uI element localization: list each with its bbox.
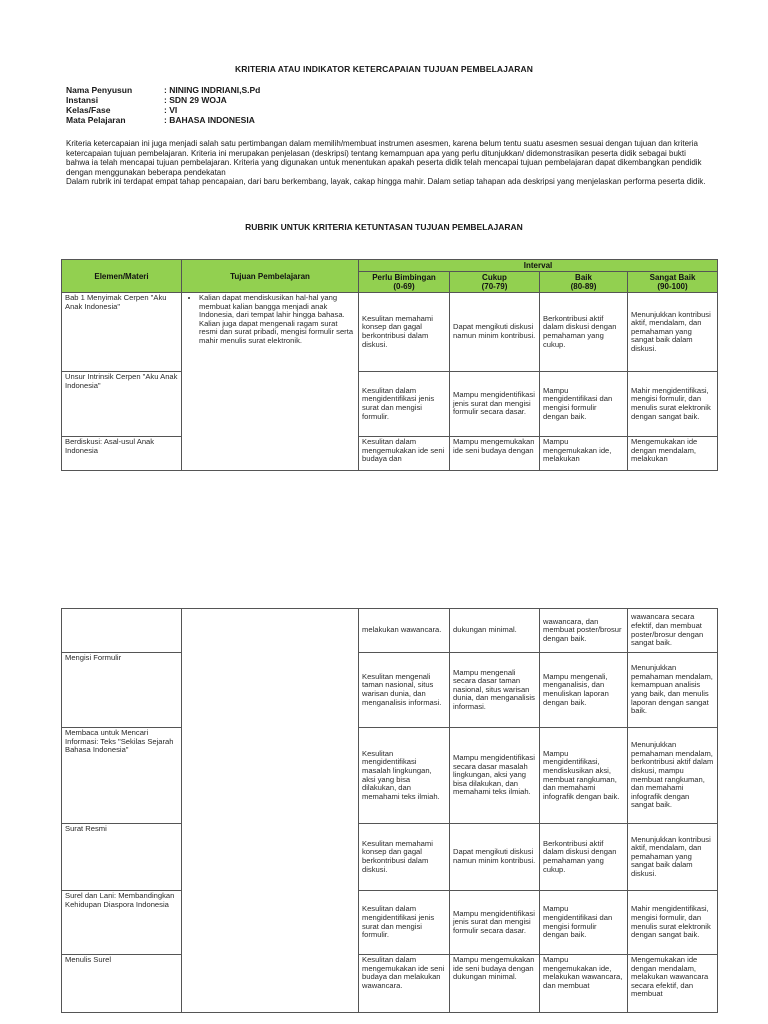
element-cell: Bab 1 Menyimak Cerpen "Aku Anak Indonesia" — [62, 293, 182, 372]
level-cell: Mampu mengemukakan ide seni budaya dengan dukungan minimal. — [450, 955, 540, 1013]
level-cell: Mampu mengidentifikasi, mendiskusikan aksi, membuat rangkuman, dan memahami infografik dengan baik. — [540, 728, 628, 824]
table-row — [62, 955, 718, 1013]
level-cell: Mengemukakan ide dengan mendalam, melakukan — [628, 437, 718, 471]
meta-row — [66, 105, 260, 115]
rubric-table-continued — [61, 608, 718, 1013]
level-cell: Mampu mengenali secara dasar taman nasional, situs warisan dunia, dan menganalisis informasi. — [450, 653, 540, 728]
level-cell: Dapat mengikuti diskusi namun minim kontribusi. — [450, 293, 540, 372]
level-cell: Kesulitan mengidentifikasi masalah lingkungan, aksi yang bisa dilakukan, dan memahami teks ilmiah. — [359, 728, 450, 824]
header-level: Baik (80-89) — [540, 272, 628, 293]
document-page-1 — [0, 0, 768, 500]
level-cell: dukungan minimal. — [450, 609, 540, 653]
level-cell: Menunjukkan kontribusi aktif, mendalam, dan pemahaman yang sangat baik dalam diskusi. — [628, 293, 718, 372]
table-row — [62, 437, 718, 471]
level-cell: Berkontribusi aktif dalam diskusi dengan pemahaman yang cukup. — [540, 293, 628, 372]
table-row — [62, 728, 718, 824]
level-cell: Kesulitan dalam mengidentifikasi jenis surat dan mengisi formulir. — [359, 891, 450, 955]
level-cell: Mengemukakan ide dengan mendalam, melakukan wawancara secara efektif, dan membuat — [628, 955, 718, 1013]
header-interval: Interval — [359, 260, 718, 272]
level-cell: Kesulitan memahami konsep dan gagal berkontribusi dalam diskusi. — [359, 824, 450, 891]
level-cell: wawancara, dan membuat poster/brosur dengan baik. — [540, 609, 628, 653]
level-cell: Mampu mengenali, menganalisis, dan menuliskan laporan dengan baik. — [540, 653, 628, 728]
header-goal: Tujuan Pembelajaran — [182, 260, 359, 293]
meta-value: : SDN 29 WOJA — [164, 95, 227, 105]
level-cell: Mahir mengidentifikasi, mengisi formulir, dan menulis surat elektronik dengan sangat baik. — [628, 372, 718, 437]
level-cell: Kesulitan memahami konsep dan gagal berkontribusi dalam diskusi. — [359, 293, 450, 372]
element-cell: Menulis Surel — [62, 955, 182, 1013]
level-cell: wawancara secara efektif, dan membuat poster/brosur dengan sangat baik. — [628, 609, 718, 653]
level-cell: Dapat mengikuti diskusi namun minim kontribusi. — [450, 824, 540, 891]
goal-cell — [182, 609, 359, 1013]
intro-text — [66, 139, 711, 187]
level-cell: Mampu mengidentifikasi dan mengisi formulir dengan baik. — [540, 372, 628, 437]
goal-item: • Kalian dapat mendiskusikan hal-hal yang membuat kalian bangga menjadi anak Indonesia, dari tempat lahir hingga bahasa. Kalian juga dapat mengenali ragam surat resmi dan surat pribadi, mengisi formulir serta mahir menulis surat elektronik. — [199, 294, 355, 346]
table-row — [62, 891, 718, 955]
level-cell: Mampu mengemukakan ide, melakukan wawancara, dan membuat — [540, 955, 628, 1013]
header-element: Elemen/Materi — [62, 260, 182, 293]
level-cell: Menunjukkan kontribusi aktif, mendalam, dan pemahaman yang sangat baik dalam diskusi. — [628, 824, 718, 891]
meta-label: Nama Penyusun — [66, 85, 133, 95]
meta-label: Mata Pelajaran — [66, 115, 126, 125]
table-row — [62, 653, 718, 728]
level-cell: Mampu mengidentifikasi jenis surat dan mengisi formulir secara dasar. — [450, 891, 540, 955]
element-cell: Surat Resmi — [62, 824, 182, 891]
element-cell: Berdiskusi: Asal-usul Anak Indonesia — [62, 437, 182, 471]
table-row — [62, 372, 718, 437]
intro-paragraph: Dalam rubrik ini terdapat empat tahap pencapaian, dari baru berkembang, layak, cakap hingga mahir. Dalam setiap tahapan ada deskripsi yang menjelaskan performa peserta didik. — [66, 177, 706, 186]
meta-value: : VI — [164, 105, 178, 115]
table-row — [62, 609, 718, 653]
level-cell: Menunjukkan pemahaman mendalam, berkontribusi aktif dalam diskusi, mampu membuat rangkuman, dan memahami infografik dengan sangat baik. — [628, 728, 718, 824]
level-cell: Mampu mengidentifikasi jenis surat dan mengisi formulir secara dasar. — [450, 372, 540, 437]
meta-value: : BAHASA INDONESIA — [164, 115, 255, 125]
element-cell: Surel dan Lani: Membandingkan Kehidupan Diaspora Indonesia — [62, 891, 182, 955]
rubric-table — [61, 259, 718, 471]
level-cell: Mahir mengidentifikasi, mengisi formulir, dan menulis surat elektronik dengan sangat baik. — [628, 891, 718, 955]
level-cell: Mampu mengidentifikasi dan mengisi formulir dengan baik. — [540, 891, 628, 955]
goal-cell — [182, 293, 359, 471]
header-level: Sangat Baik (90-100) — [628, 272, 718, 293]
level-cell: Kesulitan dalam mengemukakan ide seni budaya dan melakukan wawancara. — [359, 955, 450, 1013]
element-cell: Membaca untuk Mencari Informasi: Teks "Sekilas Sejarah Bahasa Indonesia" — [62, 728, 182, 824]
level-cell: Mampu mengidentifikasi secara dasar masalah lingkungan, aksi yang bisa dilakukan, dan memahami teks ilmiah. — [450, 728, 540, 824]
page-break — [0, 500, 768, 608]
level-cell: Menunjukkan pemahaman mendalam, kemampuan analisis yang baik, dan menulis laporan dengan sangat baik. — [628, 653, 718, 728]
header-level: Cukup (70-79) — [450, 272, 540, 293]
meta-label: Instansi — [66, 95, 99, 105]
author-info — [66, 85, 260, 125]
header-level: Perlu Bimbingan (0-69) — [359, 272, 450, 293]
level-cell: Kesulitan dalam mengemukakan ide seni budaya dan — [359, 437, 450, 471]
meta-label: Kelas/Fase — [66, 105, 111, 115]
element-cell: Unsur Intrinsik Cerpen "Aku Anak Indonesia" — [62, 372, 182, 437]
rubric-title: RUBRIK UNTUK KRITERIA KETUNTASAN TUJUAN PEMBELAJARAN — [245, 222, 523, 232]
level-cell: Mampu mengemukakan ide seni budaya dengan — [450, 437, 540, 471]
intro-paragraph: Kriteria ketercapaian ini juga menjadi salah satu pertimbangan dalam memilih/membuat instrumen asesmen, karena belum tentu suatu asesmen sesuai dengan tujuan dan kriteria ketercapaian tujuan pembelajaran. Kriteria ini merupakan penjelasan (deskripsi) tentang kemampuan apa yang perlu ditunjukkan/ didemonstrasikan peserta didik sebagai bukti bahwa ia telah mencapai tujuan pembelajaran. Kriteria yang digunakan untuk menentukan apakah peserta didik telah mencapai tujuan pembelajaran dapat dikembangkan pendidik dengan menggunakan beberapa pendekatan — [66, 139, 702, 177]
table-row — [62, 824, 718, 891]
meta-row — [66, 95, 260, 105]
document-title: KRITERIA ATAU INDIKATOR KETERCAPAIAN TUJUAN PEMBELAJARAN — [235, 64, 533, 74]
level-cell: Kesulitan dalam mengidentifikasi jenis surat dan mengisi formulir. — [359, 372, 450, 437]
meta-row — [66, 85, 260, 95]
level-cell: melakukan wawancara. — [359, 609, 450, 653]
element-cell: Mengisi Formulir — [62, 653, 182, 728]
level-cell: Mampu mengemukakan ide, melakukan — [540, 437, 628, 471]
element-cell — [62, 609, 182, 653]
meta-value: : NINING INDRIANI,S.Pd — [164, 85, 261, 95]
table-row — [62, 293, 718, 372]
level-cell: Berkontribusi aktif dalam diskusi dengan pemahaman yang cukup. — [540, 824, 628, 891]
meta-row — [66, 115, 260, 125]
level-cell: Kesulitan mengenali taman nasional, situs warisan dunia, dan menganalisis informasi. — [359, 653, 450, 728]
